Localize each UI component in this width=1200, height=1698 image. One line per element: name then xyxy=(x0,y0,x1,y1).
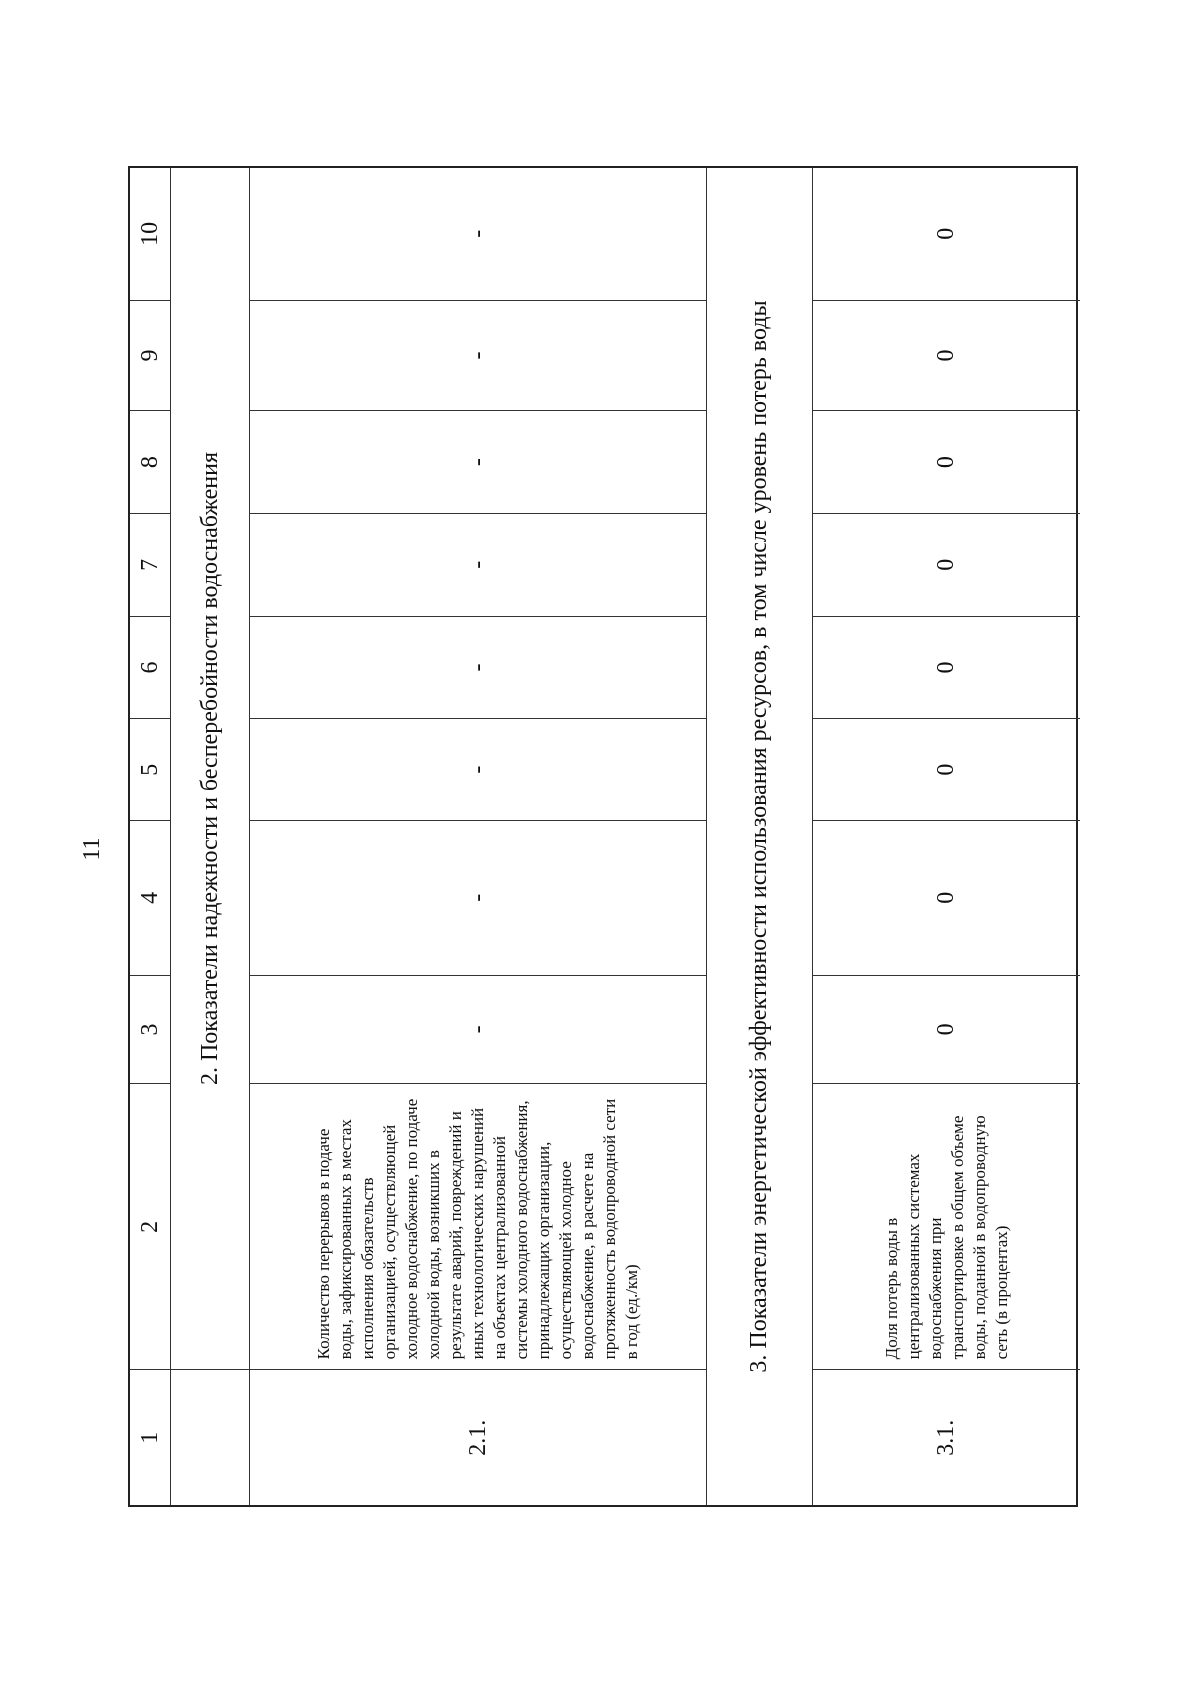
indicators-table xyxy=(128,166,1078,1507)
row-value-col6: - xyxy=(250,616,706,719)
row-value-col8: 0 xyxy=(813,410,1080,513)
row-value-col6: 0 xyxy=(813,616,1080,719)
row-number: 3.1. xyxy=(813,1369,1080,1505)
row-value-col9: 0 xyxy=(813,300,1080,411)
header-cell-5: 5 xyxy=(130,718,170,820)
row-value-col9: - xyxy=(250,300,706,411)
row-value-col3: - xyxy=(250,975,706,1084)
row-value-col7: - xyxy=(250,513,706,616)
row-value-col4: - xyxy=(250,820,706,975)
section-number-cell xyxy=(171,1369,249,1505)
section-title-row xyxy=(707,168,813,1505)
header-cell-6: 6 xyxy=(130,616,170,719)
table-row xyxy=(250,168,707,1505)
page-number: 11 xyxy=(79,837,105,861)
row-value-col10: - xyxy=(464,229,491,238)
row-value-col7: 0 xyxy=(813,513,1080,616)
row-description: Количество перерывов в подаче воды, зафиксированных в местах исполнения обязательств организацией, осуществляющей холодное водоснабжение, по подаче холодной воды, возникших в результате аварий, повреждений и иных технологических нарушений на объектах централизованной системы холодного водоснабжения, принадлежащих организации, осуществляющей холодное водоснабжение, в расчете на протяженность водопроводной сети в год (ед./км) xyxy=(250,1083,706,1369)
row-value-col8: - xyxy=(250,410,706,513)
header-cell-2: 2 xyxy=(130,1083,170,1369)
section-title: 3. Показатели энергетической эффективности использования ресурсов, в том числе уровень потерь воды xyxy=(746,300,772,1373)
header-cell-1: 1 xyxy=(130,1369,170,1505)
row-value-col10: 0 xyxy=(933,227,959,240)
header-cell-3: 3 xyxy=(130,975,170,1084)
header-cell-10: 10 xyxy=(136,221,163,246)
row-value-col4: 0 xyxy=(813,820,1080,975)
row-value-col5: - xyxy=(250,718,706,820)
row-number: 2.1. xyxy=(250,1369,706,1505)
header-cell-9: 9 xyxy=(130,300,170,411)
header-cell-7: 7 xyxy=(130,513,170,616)
table-row xyxy=(813,168,1080,1505)
row-value-col3: 0 xyxy=(813,975,1080,1084)
row-description: Доля потерь воды в централизованных системах водоснабжения при транспортировке в общем объеме воды, поданной в водопроводную сеть (в процентах) xyxy=(813,1083,1080,1369)
section-title-row xyxy=(171,168,250,1505)
header-cell-8: 8 xyxy=(130,410,170,513)
header-cell-4: 4 xyxy=(130,820,170,975)
table-rotation-frame xyxy=(128,166,1078,1507)
row-value-col5: 0 xyxy=(813,718,1080,820)
section-title: 2. Показатели надежности и бесперебойности водоснабжения xyxy=(196,451,223,1086)
table-header-row xyxy=(130,168,171,1505)
